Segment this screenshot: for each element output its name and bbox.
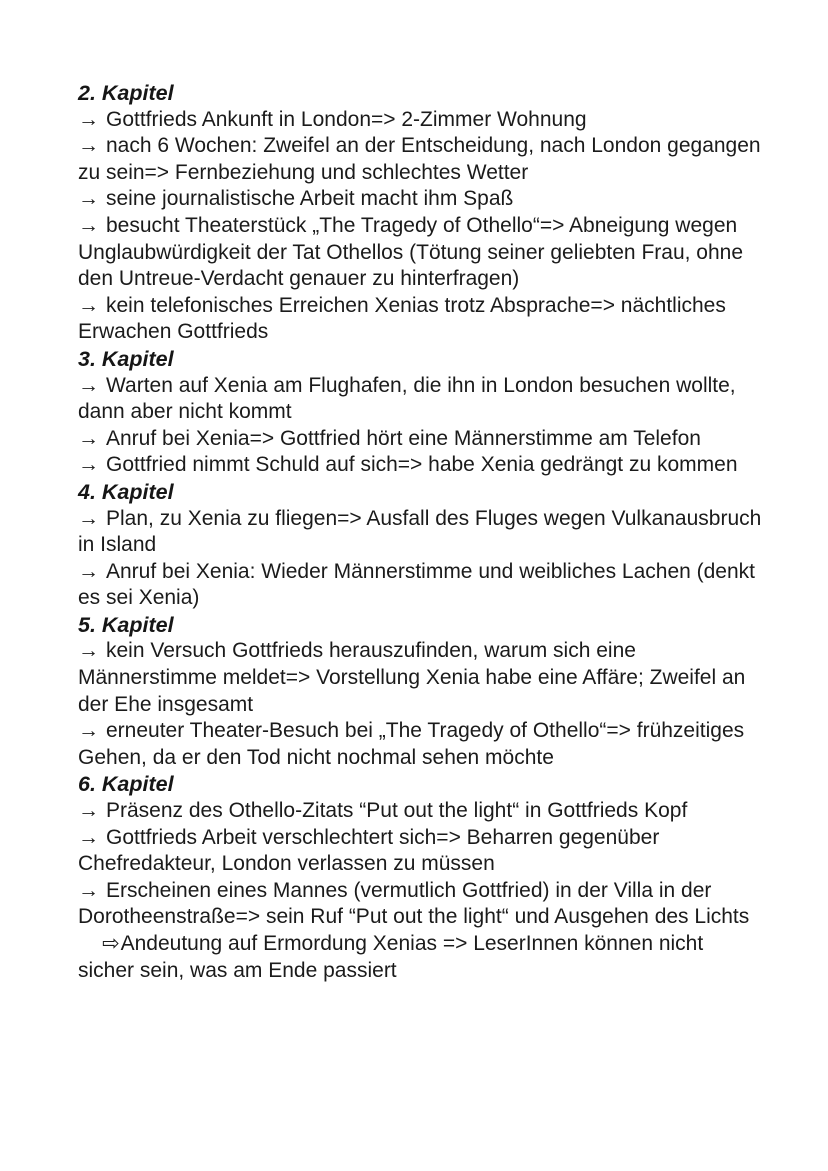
chapter-section-5 (78, 612, 762, 772)
note-text: Anruf bei Xenia=> Gottfried hört eine Männerstimme am Telefon (106, 426, 701, 450)
note-text: besucht Theaterstück „The Tragedy of Othello“=> Abneigung wegen Unglaubwürdigkeit der Tat Othellos (Tötung seiner geliebten Frau, ohne den Untreue-Verdacht genauer zu hinterfragen) (78, 213, 744, 291)
note-item (78, 186, 762, 213)
note-text: kein telefonisches Erreichen Xenias trotz Absprache=> nächtliches Erwachen Gottfrieds (78, 293, 726, 344)
arrow-right-icon: → (78, 453, 99, 477)
arrow-right-icon: → (78, 825, 99, 849)
note-item (78, 559, 762, 612)
arrow-right-icon: → (78, 134, 99, 158)
chapter-section-3 (78, 346, 762, 479)
chapter-heading: 3. Kapitel (78, 346, 174, 371)
chapter-heading: 2. Kapitel (78, 81, 174, 105)
note-item (78, 718, 762, 771)
chapter-heading: 4. Kapitel (78, 479, 174, 504)
arrow-right-icon: → (78, 187, 99, 211)
note-item (78, 506, 762, 559)
note-text: Gottfrieds Arbeit verschlechtert sich=> Beharren gegenüber Chefredakteur, London verlassen zu müssen (78, 825, 660, 876)
note-item (78, 293, 762, 346)
note-text: Erscheinen eines Mannes (vermutlich Gottfried) in der Villa in der Dorotheenstraße=> sein Ruf “Put out the light“ und Ausgehen des Lichts (78, 878, 750, 929)
chapter-section-2 (78, 80, 762, 346)
note-text: Anruf bei Xenia: Wieder Männerstimme und weibliches Lachen (denkt es sei Xenia) (78, 559, 756, 610)
note-text: Plan, zu Xenia zu fliegen=> Ausfall des Fluges wegen Vulkanausbruch in Island (78, 506, 762, 557)
note-text: kein Versuch Gottfrieds herauszufinden, warum sich eine Männerstimme meldet=> Vorstellung Xenia habe eine Affäre; Zweifel an der Ehe insgesamt (78, 639, 746, 716)
note-item (78, 825, 762, 878)
arrow-right-icon: → (78, 639, 99, 663)
arrow-right-icon: → (78, 799, 99, 823)
arrow-right-icon: → (78, 559, 99, 583)
note-item (78, 798, 762, 825)
chapter-heading: 5. Kapitel (78, 612, 174, 637)
note-item (78, 213, 762, 293)
note-text: Warten auf Xenia am Flughafen, die ihn in London besuchen wollte, dann aber nicht kommt (78, 373, 736, 424)
chapter-heading: 6. Kapitel (78, 772, 174, 797)
note-text: Präsenz des Othello-Zitats “Put out the light“ in Gottfrieds Kopf (106, 799, 688, 823)
arrow-right-icon: → (78, 426, 99, 450)
notes-content (78, 80, 762, 984)
arrow-right-icon: → (78, 719, 99, 743)
note-item (78, 638, 762, 718)
arrow-right-icon: → (78, 293, 99, 317)
note-text: Gottfried nimmt Schuld auf sich=> habe Xenia gedrängt zu kommen (106, 453, 738, 477)
arrow-right-icon: → (78, 213, 99, 237)
note-item (78, 373, 762, 426)
note-text: erneuter Theater-Besuch bei „The Tragedy of Othello“=> frühzeitiges Gehen, da er den Tod nicht nochmal sehen möchte (78, 719, 745, 769)
note-item (78, 452, 762, 479)
arrow-right-icon: → (78, 373, 99, 397)
note-item (78, 426, 762, 453)
chapter-section-4 (78, 479, 762, 612)
chapter-section-6 (78, 771, 762, 984)
note-item (78, 133, 762, 186)
arrow-right-icon: → (78, 878, 99, 902)
note-text: Gottfrieds Ankunft in London=> 2-Zimmer Wohnung (106, 107, 587, 131)
note-text: seine journalistische Arbeit macht ihm Spaß (106, 187, 514, 211)
conclusion-item (78, 931, 762, 984)
note-item (78, 107, 762, 134)
note-text: Andeutung auf Ermordung Xenias => LeserInnen können nicht sicher sein, was am Ende passiert (78, 932, 704, 982)
arrow-right-white-icon: ⇨ (102, 932, 120, 955)
arrow-right-icon: → (78, 506, 99, 530)
note-text: nach 6 Wochen: Zweifel an der Entscheidung, nach London gegangen zu sein=> Fernbeziehung und schlechtes Wetter (78, 134, 761, 184)
note-item (78, 878, 762, 931)
arrow-right-icon: → (78, 107, 99, 131)
